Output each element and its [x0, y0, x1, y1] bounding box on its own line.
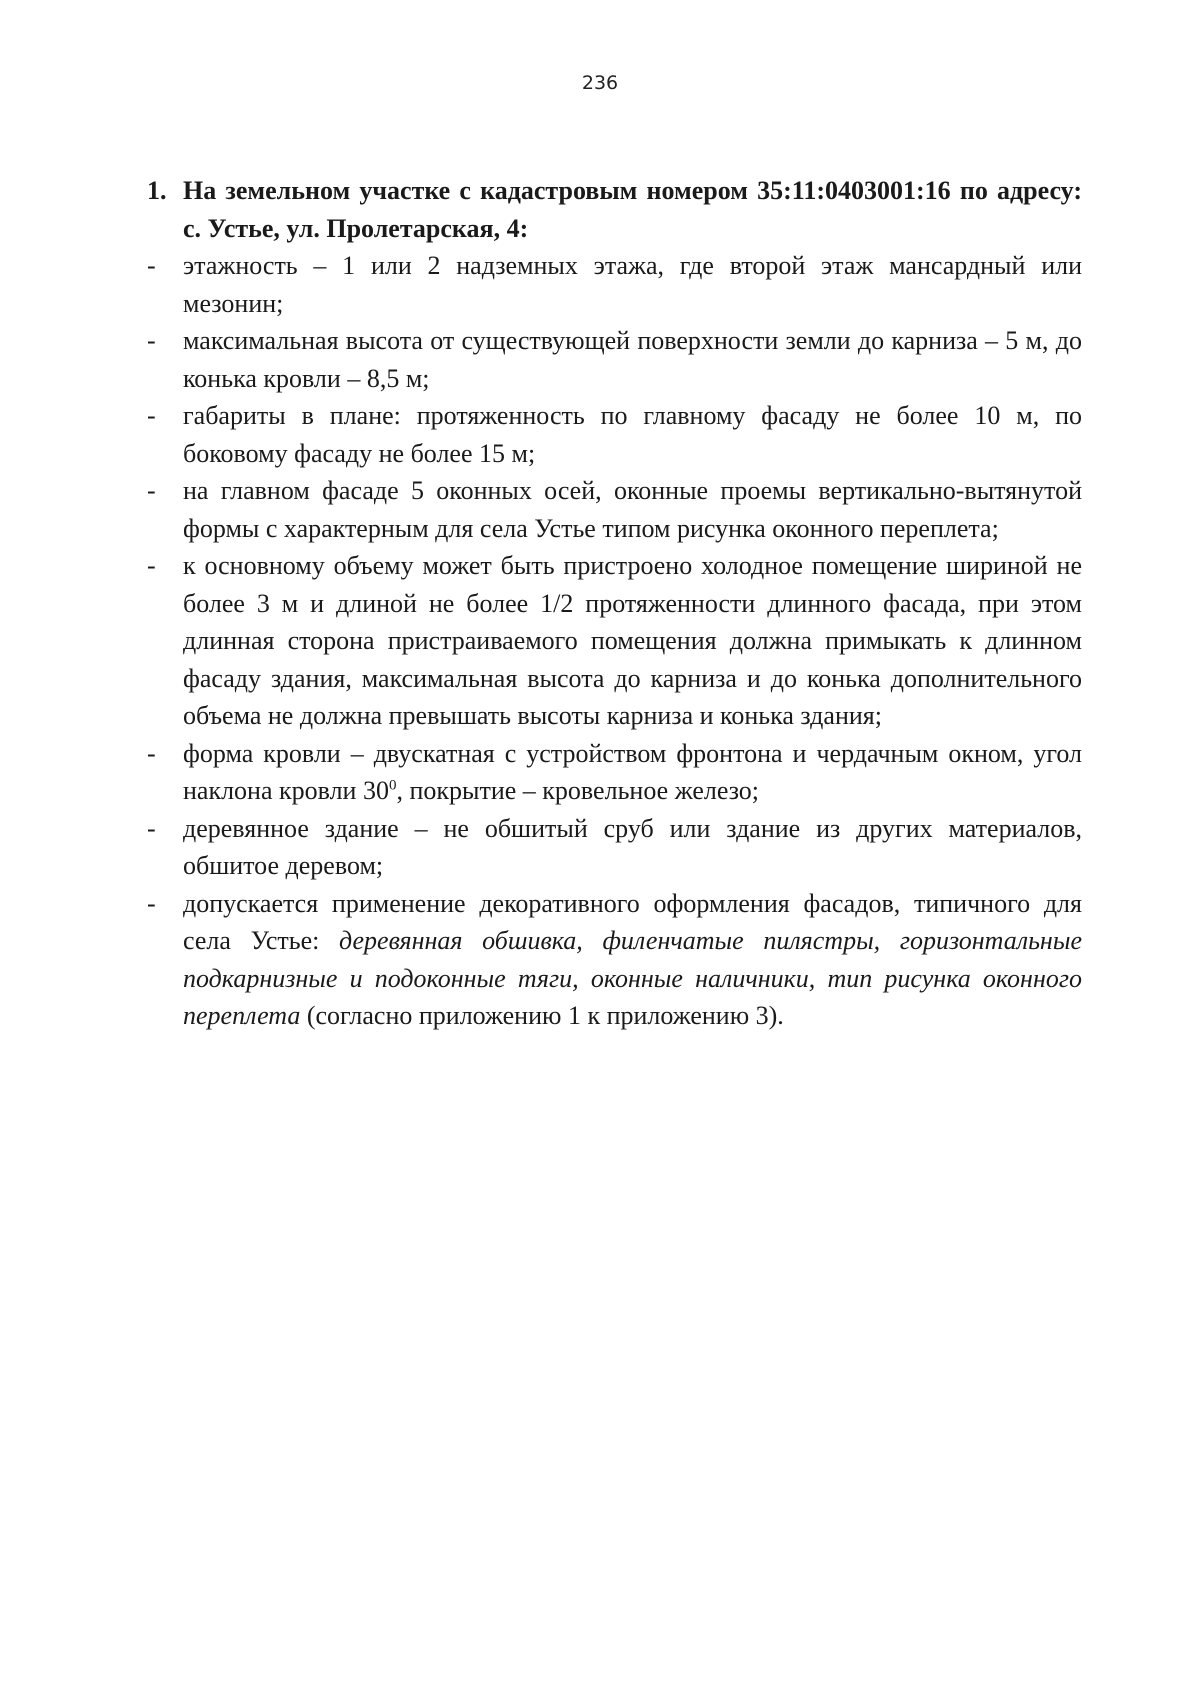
section-number: 1. [147, 176, 167, 205]
bullet-dash: - [147, 401, 156, 430]
list-item-text: этажность – 1 или 2 надземных этажа, где второй этаж мансардный или мезонин; [183, 251, 1082, 318]
bullet-dash: - [147, 326, 156, 355]
list-item [147, 472, 1082, 547]
list-item-text: к основному объему может быть пристроено холодное помещение шириной не более 3 м и длиной не более 1/2 протяженности длинного фасада, при этом длинная сторона пристраиваемого помещения должна примыкать к длинном фасаду здания, максимальная высота до карниза и до конька дополнительного объема не должна превышать высоты карниза и конька здания; [183, 551, 1082, 730]
list-item-text: максимальная высота от существующей поверхности земли до карниза – 5 м, до конька кровли – 8,5 м; [183, 326, 1082, 393]
list-item-text: деревянное здание – не обшитый сруб или здание из других материалов, обшитое деревом; [183, 813, 1082, 880]
document-body [147, 172, 1082, 1035]
list-item [147, 322, 1082, 397]
bullet-dash: - [147, 813, 156, 843]
roof-text-start: форма кровли – двускатная с устройством фронтона и чердачным окном, угол наклона кровли 30 [183, 738, 1082, 805]
list-item [147, 810, 1082, 885]
bullet-dash: - [147, 476, 156, 505]
bullet-dash: - [147, 738, 156, 768]
page-number: 236 [581, 72, 619, 94]
decor-text-start: допускается применение декоративного оформления фасадов, типичного для села Устье: [183, 888, 1082, 955]
list-item [147, 735, 1082, 810]
list-item [147, 885, 1082, 1035]
decor-text-end: (согласно приложению 1 к приложению 3). [300, 1001, 784, 1030]
list-item-text [183, 885, 1082, 1035]
section-title: На земельном участке с кадастровым номером 35:11:0403001:16 по адресу: с. Устье, ул. Пролетарская, 4: [183, 176, 1082, 243]
list-item [147, 247, 1082, 322]
section-heading [147, 172, 1082, 247]
list-item-text: на главном фасаде 5 оконных осей, оконные проемы вертикально-вытянутой формы с характерным для села Устье типом рисунка оконного переплета; [183, 476, 1082, 543]
requirements-list [147, 247, 1082, 1035]
bullet-dash: - [147, 251, 156, 280]
list-item [147, 547, 1082, 735]
list-item-text: габариты в плане: протяженность по главному фасаду не более 10 м, по боковому фасаду не более 15 м; [183, 401, 1082, 468]
bullet-dash: - [147, 551, 156, 580]
bullet-dash: - [147, 888, 156, 918]
roof-text-end: , покрытие – кровельное железо; [396, 776, 760, 805]
decor-elements-italic: деревянная обшивка, филенчатые пилястры, горизонтальные подкарнизные и подоконные тяги, оконные наличники, тип рисунка оконного переплета [183, 926, 1082, 1030]
degree-superscript: 0 [388, 777, 397, 794]
list-item-text [183, 735, 1082, 810]
list-item [147, 397, 1082, 472]
